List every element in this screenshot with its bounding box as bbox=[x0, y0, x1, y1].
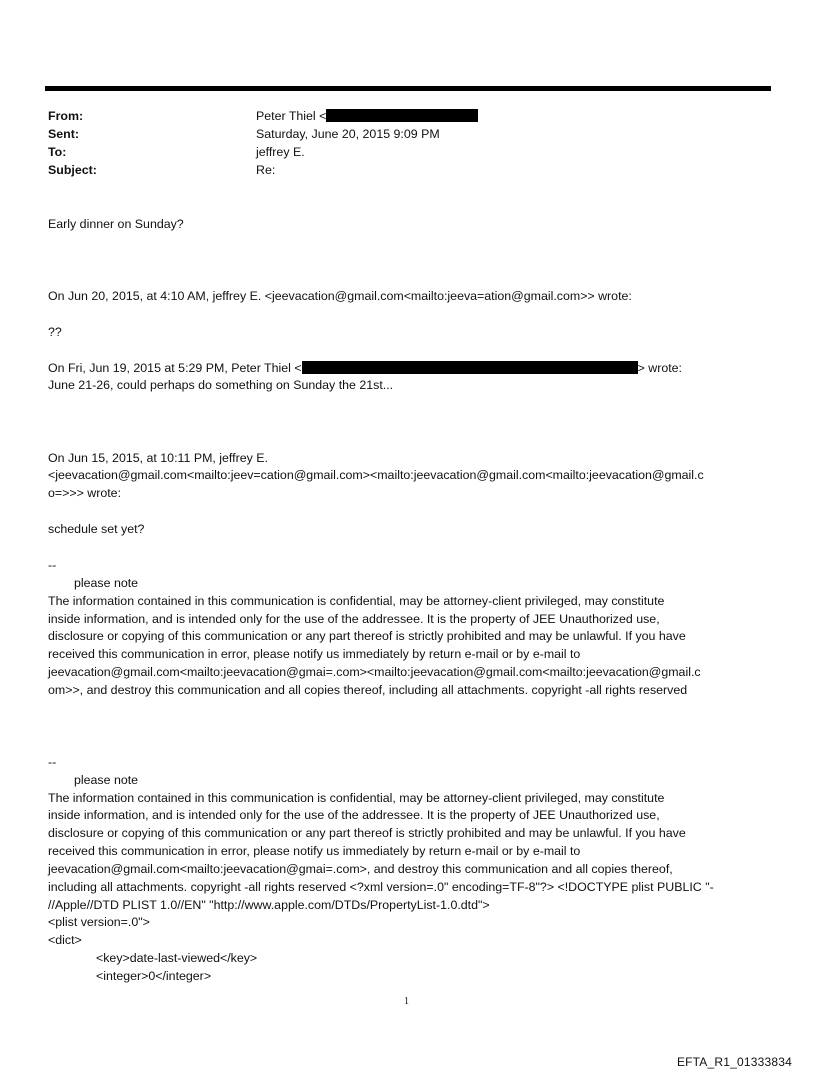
disclaimer-line: disclosure or copying of this communication or any part thereof is strictly prohibited and may be unlawful. If you have bbox=[48, 629, 686, 643]
to-label: To: bbox=[48, 145, 67, 159]
body-line: Early dinner on Sunday? bbox=[48, 217, 184, 231]
disclaimer-line: received this communication in error, please notify us immediately by return e-mail or by e-mail to bbox=[48, 844, 581, 858]
plist-line: //Apple//DTD PLIST 1.0//EN" "http://www.apple.com/DTDs/PropertyList-1.0.dtd"> bbox=[48, 898, 490, 912]
body-line: o=>>> wrote: bbox=[48, 486, 122, 500]
body-line: On Fri, Jun 19, 2015 at 5:29 PM, Peter Thiel < > wrote: bbox=[48, 361, 682, 375]
body-line: ?? bbox=[48, 325, 62, 339]
disclaimer-line: The information contained in this communication is confidential, may be attorney-client privileged, may constitute bbox=[48, 594, 665, 608]
disclaimer-line: om>>, and destroy this communication and all copies thereof, including all attachments. copyright -all rights reserved bbox=[48, 683, 688, 697]
plist-line: <plist version=.0"> bbox=[48, 915, 150, 929]
disclaimer-line: jeevacation@gmail.com<mailto:jeevacation@gmai=.com><mailto:jeevacation@gmail.com<mailto:jeevacation@gmail.c bbox=[48, 665, 701, 679]
disclaimer-line: jeevacation@gmail.com<mailto:jeevacation@gmai=.com>, and destroy this communication and all copies thereof, bbox=[48, 862, 673, 876]
disclaimer-line: inside information, and is intended only for the use of the addressee. It is the property of JEE Unauthorized use, bbox=[48, 808, 660, 822]
header-rule bbox=[45, 86, 771, 91]
sent-label: Sent: bbox=[48, 127, 79, 141]
body-line: <jeevacation@gmail.com<mailto:jeev=cation@gmail.com><mailto:jeevacation@gmail.com<mailto:jeevacation@gmail.c bbox=[48, 468, 704, 482]
from-value: Peter Thiel < bbox=[256, 107, 478, 125]
body-line: On Jun 20, 2015, at 4:10 AM, jeffrey E. <jeevacation@gmail.com<mailto:jeeva=ation@gmail.com>> wrote: bbox=[48, 289, 632, 303]
subject-label: Subject: bbox=[48, 163, 97, 177]
signature-separator: -- bbox=[48, 558, 57, 572]
body-line: On Jun 15, 2015, at 10:11 PM, jeffrey E. bbox=[48, 451, 268, 465]
plist-line: <dict> bbox=[48, 933, 82, 947]
subject-value: Re: bbox=[256, 163, 276, 177]
disclaimer-line: disclosure or copying of this communication or any part thereof is strictly prohibited and may be unlawful. If you have bbox=[48, 826, 686, 840]
from-label: From: bbox=[48, 109, 84, 123]
body-line: June 21-26, could perhaps do something on Sunday the 21st... bbox=[48, 378, 394, 392]
body-line: schedule set yet? bbox=[48, 522, 145, 536]
disclaimer-line: The information contained in this communication is confidential, may be attorney-client privileged, may constitute bbox=[48, 791, 665, 805]
to-value: jeffrey E. bbox=[256, 145, 305, 159]
plist-line: <key>date-last-viewed</key> bbox=[96, 951, 258, 965]
plist-line: <integer>0</integer> bbox=[96, 969, 212, 983]
redaction-block bbox=[326, 109, 478, 122]
disclaimer-line: inside information, and is intended only for the use of the addressee. It is the property of JEE Unauthorized use, bbox=[48, 612, 660, 626]
signature-separator: -- bbox=[48, 755, 57, 769]
disclaimer-line: received this communication in error, please notify us immediately by return e-mail or by e-mail to bbox=[48, 647, 581, 661]
disclaimer-line: including all attachments. copyright -all rights reserved <?xml version=.0" encoding=TF-8"?> <!DOCTYPE plist PUBLIC "- bbox=[48, 880, 714, 894]
bates-number: EFTA_R1_01333834 bbox=[676, 1055, 792, 1069]
disclaimer-heading: please note bbox=[74, 576, 139, 590]
page-number: 1 bbox=[404, 996, 409, 1007]
redaction-block bbox=[302, 361, 638, 374]
disclaimer-heading: please note bbox=[74, 773, 139, 787]
sent-value: Saturday, June 20, 2015 9:09 PM bbox=[256, 127, 440, 141]
